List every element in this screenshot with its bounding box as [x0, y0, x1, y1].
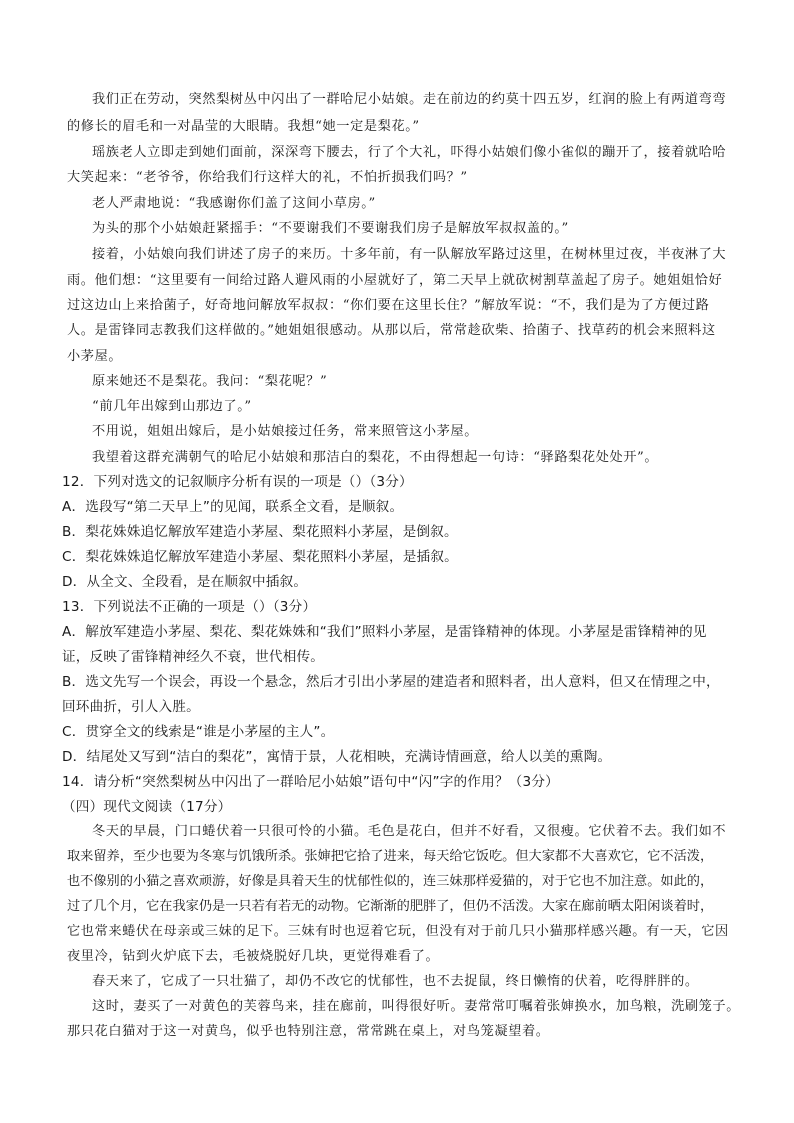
passage2-line: 过了几个月，它在我家仍是一只若有若无的动物。它渐渐的肥胖了，但仍不活泼。大家在廊前晒太阳闲谈着时， — [67, 899, 714, 914]
question-13: 13．下列说法不正确的一项是（）（3分） — [62, 599, 317, 615]
question-13-option-a: A．解放军建造小茅屋、梨花、梨花姝姝和“我们”照料小茅屋，是雷锋精神的体现。小茅屋是雷锋精神的见 — [62, 624, 707, 640]
passage1-line: 过这边山上来拾菌子，好奇地问解放军叔叔：“你们要在这里长住？”解放军说：“不，我们是为了方便过路 — [67, 298, 710, 313]
passage1-line: 人。是雷锋同志教我们这样做的。”她姐姐很感动。从那以后，常常趁砍柴、拾菌子、找草药的机会来照料这 — [67, 323, 716, 338]
question-12-option-a: A．选段写“第二天早上”的见闻，联系全文看，是顺叙。 — [62, 499, 404, 515]
passage1-line: 原来她还不是梨花。我问：“梨花呢？” — [92, 374, 328, 389]
passage1-line: 我望着这群充满朝气的哈尼小姑娘和那洁白的梨花，不由得想起一句诗：“驿路梨花处处开”。 — [92, 450, 659, 465]
question-13-option-b: B．选文先写一个误会，再设一个悬念，然后才引出小茅屋的建造者和照料者，出人意料，但又在情理之中， — [62, 674, 720, 690]
passage2-line: 冬天的早晨，门口蜷伏着一只很可怜的小猫。毛色是花白，但并不好看，又很瘦。它伏着不去。我们如不 — [92, 824, 727, 839]
passage2-line: 夜里冷，钻到火炉底下去，毛被烧脱好几块，更觉得难看了。 — [67, 949, 440, 964]
passage1-line: 我们正在劳动，突然梨树丛中闪出了一群哈尼小姑娘。走在前边的约莫十四五岁，红润的脸上有两道弯弯 — [92, 92, 727, 107]
passage1-line: 大笑起来：“老爷爷，你给我们行这样大的礼，不怕折损我们吗？” — [67, 170, 468, 185]
passage2-line: 也不像别的小猫之喜欢顽游，好像是具着天生的忧郁性似的，连三妹那样爱猫的，对于它也不加注意。如此的， — [67, 874, 714, 889]
passage1-line: 为头的那个小姑娘赶紧摇手：“不要谢我们不要谢我们房子是解放军叔叔盖的。” — [92, 221, 569, 236]
passage2-line: 它也常来蜷伏在母亲或三妹的足下。三妹有时也逗着它玩，但没有对于前几只小猫那样感兴趣。有一天，它因 — [67, 924, 729, 939]
passage2-line: 春天来了，它成了一只壮猫了，却仍不改它的忧郁性，也不去捉鼠，终日懒惰的伏着，吃得胖胖的。 — [92, 974, 699, 989]
question-12-option-c: C．梨花姝姝追忆解放军建造小茅屋、梨花照料小茅屋，是插叙。 — [62, 549, 458, 565]
passage1-line: 小茅屋。 — [67, 349, 123, 364]
question-13-option-a-cont: 证，反映了雷锋精神经久不衰，世代相传。 — [62, 649, 325, 665]
passage1-line: 的修长的眉毛和一对晶莹的大眼睛。我想“她一定是梨花。” — [67, 119, 420, 134]
passage1-line: 雨。他们想：“这里要有一间给过路人避风雨的小屋就好了，第二天早上就砍树割草盖起了房子。她姐姐恰好 — [67, 273, 723, 288]
passage2-line: 那只花白猫对于这一对黄鸟，似乎也特别注意，常常跳在桌上，对鸟笼凝望着。 — [67, 1024, 550, 1039]
passage2-line: 这时，妻买了一对黄色的芙蓉鸟来，挂在廊前，叫得很好听。妻常常叮嘱着张婶换水，加鸟粮，洗刷笼子。 — [92, 999, 741, 1014]
question-13-option-d: D．结尾处又写到“洁白的梨花”，寓情于景，人花相映，充满诗情画意，给人以美的熏陶。 — [62, 749, 612, 765]
question-14: 14．请分析“突然梨树丛中闪出了一群哈尼小姑娘”语句中“闪”字的作用？（3分） — [62, 774, 559, 790]
passage1-line: 不用说，姐姐出嫁后，是小姑娘接过任务，常来照管这小茅屋。 — [92, 424, 479, 439]
passage1-line: “前几年出嫁到山那边了。” — [92, 399, 252, 414]
question-12-option-b: B．梨花姝姝追忆解放军建造小茅屋、梨花照料小茅屋，是倒叙。 — [62, 524, 458, 540]
passage1-line: 瑶族老人立即走到她们面前，深深弯下腰去，行了个大礼，吓得小姑娘们像小雀似的蹦开了，接着就哈哈 — [92, 145, 727, 160]
question-13-option-c: C．贯穿全文的线索是“谁是小茅屋的主人”。 — [62, 724, 335, 740]
question-13-option-b-cont: 回环曲折，引人入胜。 — [62, 699, 200, 715]
question-12: 12．下列对选文的记叙顺序分析有误的一项是（）（3分） — [62, 474, 413, 490]
passage2-line: 取来留养，至少也要为冬寒与饥饿所杀。张婶把它拾了进来，每天给它饭吃。但大家都不大喜欢它，它不活泼， — [67, 849, 714, 864]
section-heading: （四）现代文阅读（17分） — [62, 799, 232, 815]
question-12-option-d: D．从全文、全段看，是在顺叙中插叙。 — [62, 574, 308, 590]
passage1-line: 老人严肃地说：“我感谢你们盖了这间小草房。” — [92, 196, 376, 211]
passage1-line: 接着，小姑娘向我们讲述了房子的来历。十多年前，有一队解放军路过这里，在树林里过夜，半夜淋了大 — [92, 247, 727, 262]
